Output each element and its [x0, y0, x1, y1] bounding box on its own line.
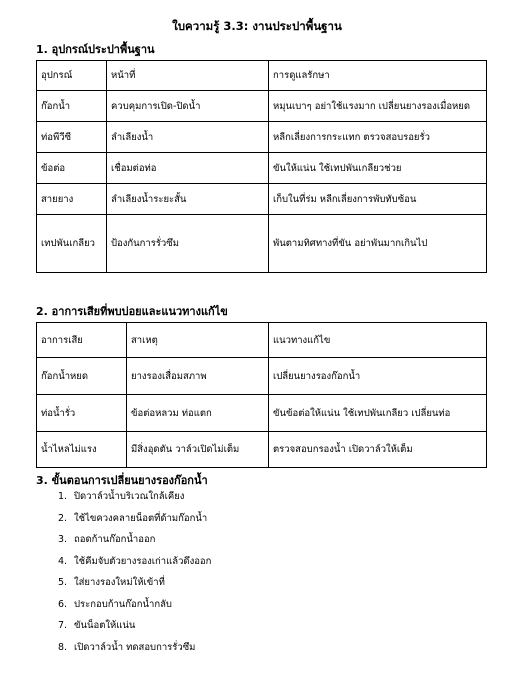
step-number: 8. [58, 641, 68, 653]
list-item [58, 597, 211, 619]
table-cell: ขันข้อต่อให้แน่น ใช้เทปพันเกลียว เปลี่ยนท่อ [269, 395, 487, 432]
table-row [37, 432, 487, 468]
step-text: ปิดวาล์วน้ำบริเวณใกล้เคียง [74, 491, 185, 502]
header-cell: อาการเสีย [37, 323, 127, 358]
list-item [58, 511, 211, 533]
table-cell: หมุนเบาๆ อย่าใช้แรงมาก เปลี่ยนยางรองเมื่อหยด [269, 91, 487, 122]
header-cell: อุปกรณ์ [37, 61, 107, 91]
table-cell: สายยาง [37, 184, 107, 215]
list-item [58, 489, 211, 511]
header-cell: แนวทางแก้ไข [269, 323, 487, 358]
step-number: 7. [58, 620, 68, 631]
table-row [37, 358, 487, 395]
step-text: ใช้คีมจับตัวยางรองเก่าแล้วดึงออก [74, 555, 212, 567]
table-cell: ป้องกันการรั่วซึม [107, 215, 269, 273]
step-number: 6. [58, 598, 68, 610]
table-cell: เก็บในที่ร่ม หลีกเลี่ยงการพับทับซ้อน [269, 184, 487, 215]
list-item [58, 618, 211, 640]
equipment-table [36, 60, 487, 273]
document-title: ใบความรู้ 3.3: งานประปาพื้นฐาน [172, 19, 342, 33]
list-item [58, 532, 211, 554]
section3-heading: 3. ขั้นตอนการเปลี่ยนยางรองก๊อกน้ำ [36, 474, 208, 487]
table-cell: เปลี่ยนยางรองก๊อกน้ำ [269, 358, 487, 395]
step-text: ถอดก้านก๊อกน้ำออก [74, 534, 156, 545]
step-number: 5. [58, 577, 68, 588]
table-cell: เทปพันเกลียว [37, 215, 107, 273]
step-number: 3. [58, 534, 68, 545]
table-row [37, 153, 487, 184]
table-cell: ตรวจสอบกรองน้ำ เปิดวาล์วให้เต็ม [269, 432, 487, 468]
table-cell: ท่อพีวีซี [37, 122, 107, 153]
list-item [58, 575, 211, 597]
table-cell: หลีกเลี่ยงการกระแทก ตรวจสอบรอยรั่ว [269, 122, 487, 153]
step-number: 1. [58, 491, 68, 502]
step-text: ใช้ไขควงคลายน็อตที่ด้ามก๊อกน้ำ [74, 512, 208, 524]
table-cell: ก๊อกน้ำ [37, 91, 107, 122]
table-cell: ก๊อกน้ำหยด [37, 358, 127, 395]
table-row [37, 91, 487, 122]
header-cell: หน้าที่ [107, 61, 269, 91]
problems-table [36, 322, 487, 468]
header-cell: การดูแลรักษา [269, 61, 487, 91]
table-header-row [37, 323, 487, 358]
step-number: 2. [58, 512, 68, 524]
table-row [37, 122, 487, 153]
table-cell: ยางรองเสื่อมสภาพ [127, 358, 269, 395]
table-cell: พันตามทิศทางที่ขัน อย่าพันมากเกินไป [269, 215, 487, 273]
table-cell: ข้อต่อหลวม ท่อแตก [127, 395, 269, 432]
table-row [37, 395, 487, 432]
table-row [37, 215, 487, 273]
table-cell: มีสิ่งอุดตัน วาล์วเปิดไม่เต็ม [127, 432, 269, 468]
table-cell: เชื่อมต่อท่อ [107, 153, 269, 184]
table-cell: ลำเลียงน้ำ [107, 122, 269, 153]
table-cell: ข้อต่อ [37, 153, 107, 184]
step-text: ใส่ยางรองใหม่ให้เข้าที่ [74, 577, 165, 588]
step-number: 4. [58, 555, 68, 567]
table-cell: ควบคุมการเปิด-ปิดน้ำ [107, 91, 269, 122]
list-item [58, 554, 211, 576]
table-cell: ขันให้แน่น ใช้เทปพันเกลียวช่วย [269, 153, 487, 184]
table-row [37, 184, 487, 215]
list-item [58, 640, 211, 662]
table-cell: ลำเลียงน้ำระยะสั้น [107, 184, 269, 215]
table-cell: น้ำไหลไม่แรง [37, 432, 127, 468]
step-text: ประกอบก้านก๊อกน้ำกลับ [74, 598, 172, 610]
header-cell: สาเหตุ [127, 323, 269, 358]
section1-heading: 1. อุปกรณ์ประปาพื้นฐาน [36, 43, 155, 56]
section2-heading: 2. อาการเสียที่พบบ่อยและแนวทางแก้ไข [36, 305, 228, 318]
steps-list [58, 489, 211, 661]
table-header-row [37, 61, 487, 91]
step-text: ขันน็อตให้แน่น [74, 620, 136, 631]
table-cell: ท่อน้ำรั่ว [37, 395, 127, 432]
step-text: เปิดวาล์วน้ำ ทดสอบการรั่วซึม [74, 641, 196, 653]
